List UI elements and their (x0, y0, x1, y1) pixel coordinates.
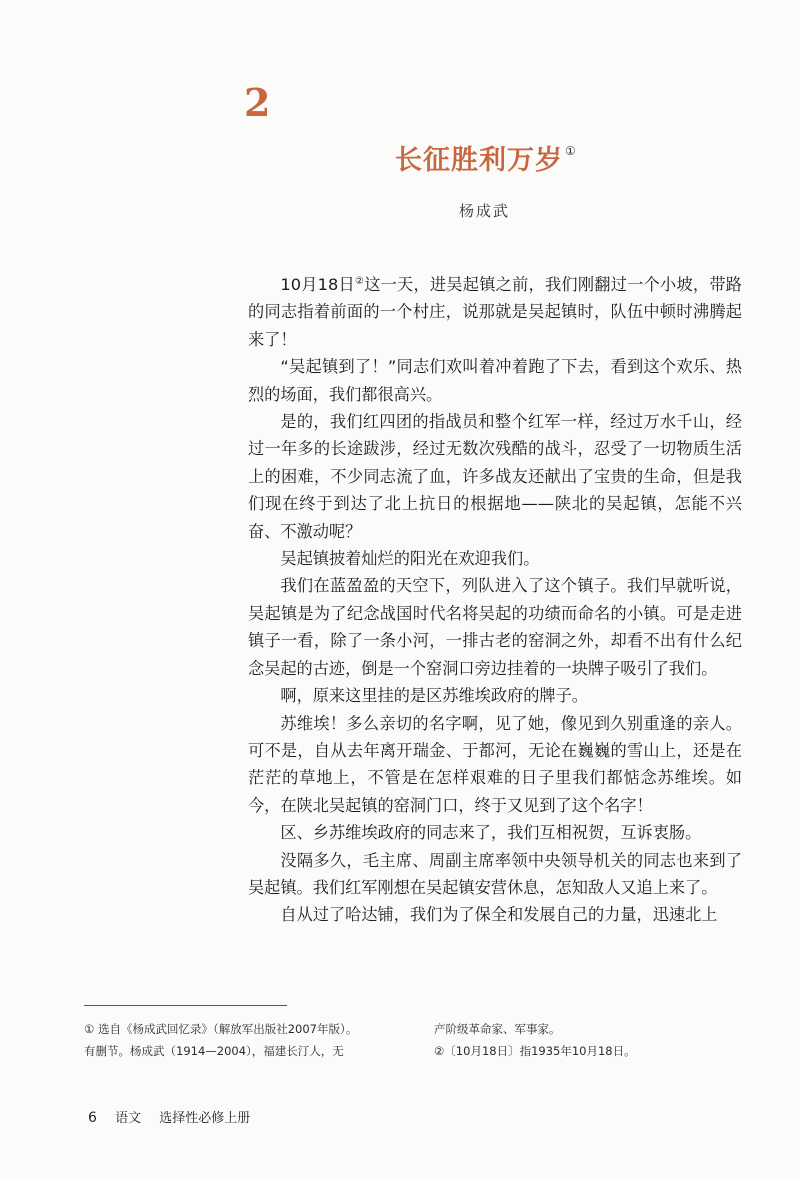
paragraph-6: 啊，原来这里挂的是区苏维埃政府的牌子。 (280, 686, 588, 706)
author: 杨成武 (459, 202, 511, 220)
article-body (248, 268, 742, 929)
title-footnote-mark[interactable]: ① (565, 144, 577, 158)
footnote-divider (84, 1005, 287, 1006)
book-label: 选择性必修上册 (159, 1111, 251, 1126)
footnote-2: ②〔10月18日〕指1935年10月18日。 (434, 1044, 636, 1058)
paragraph-2: “吴起镇到了！”同志们欢叫着冲着跑了下去，看到这个欢乐、热烈的场面，我们都很高兴。 (248, 357, 742, 404)
footnotes-left-column (84, 1018, 394, 1062)
paragraph-1-date: 10月18日 (280, 275, 355, 294)
footnotes-right-column (434, 1018, 744, 1062)
paragraph-4: 吴起镇披着灿烂的阳光在欢迎我们。 (280, 549, 540, 569)
date-footnote-mark[interactable]: ② (354, 276, 365, 287)
lesson-number: 2 (244, 80, 271, 125)
paragraph-1 (248, 268, 742, 353)
page-footer (88, 1107, 264, 1126)
page-number: 6 (88, 1110, 97, 1126)
footnote-1-line-1: ① 选自《杨成武回忆录》（解放军出版社2007年版）。 (84, 1022, 358, 1036)
paragraph-10: 自从过了哈达铺，我们为了保全和发展自己的力量，迅速北上 (280, 905, 718, 925)
subject-label: 语文 (115, 1111, 142, 1126)
paragraph-5: 我们在蓝盈盈的天空下，列队进入了这个镇子。我们早就听说，吴起镇是为了纪念战国时代名将吴起的功绩而命名的小镇。可是走进镇子一看，除了一条小河，一排古老的窑洞之外，却看不出有什么纪念吴起的古迹，倒是一个窑洞口旁边挂着的一块牌子吸引了我们。 (248, 576, 742, 678)
paragraph-8: 区、乡苏维埃政府的同志来了，我们互相祝贺，互诉衷肠。 (280, 823, 702, 843)
paragraph-3: 是的，我们红四团的指战员和整个红军一样，经过万水千山，经过一年多的长途跋涉，经过无数次残酷的战斗，忍受了一切物质生活上的困难，不少同志流了血，许多战友还献出了宝贵的生命，但是我们现在终于到达了北上抗日的根据地——陕北的吴起镇，怎能不兴奋、不激动呢？ (248, 412, 742, 541)
paragraph-9: 没隔多久，毛主席、周副主席率领中央领导机关的同志也来到了吴起镇。我们红军刚想在吴起镇安营休息，怎知敌人又追上来了。 (248, 850, 742, 897)
article-title (395, 138, 577, 177)
paragraph-1-text: 这一天，进吴起镇之前，我们刚翻过一个小坡，带路的同志指着前面的一个村庄，说那就是吴起镇时，队伍中顿时沸腾起来了！ (248, 275, 742, 349)
paragraph-7: 苏维埃！多么亲切的名字啊，见了她，像见到久别重逢的亲人。可不是，自从去年离开瑞金、于都河，无论在巍巍的雪山上，还是在茫茫的草地上，不管是在怎样艰难的日子里我们都惦念苏维埃。如今，在陕北吴起镇的窑洞门口，终于又见到了这个名字！ (248, 713, 742, 815)
footnote-1-line-2: 有删节。杨成武（1914—2004），福建长汀人，无 (84, 1044, 344, 1058)
footnote-1-line-3: 产阶级革命家、军事家。 (434, 1022, 561, 1036)
title-text: 长征胜利万岁 (395, 145, 563, 176)
